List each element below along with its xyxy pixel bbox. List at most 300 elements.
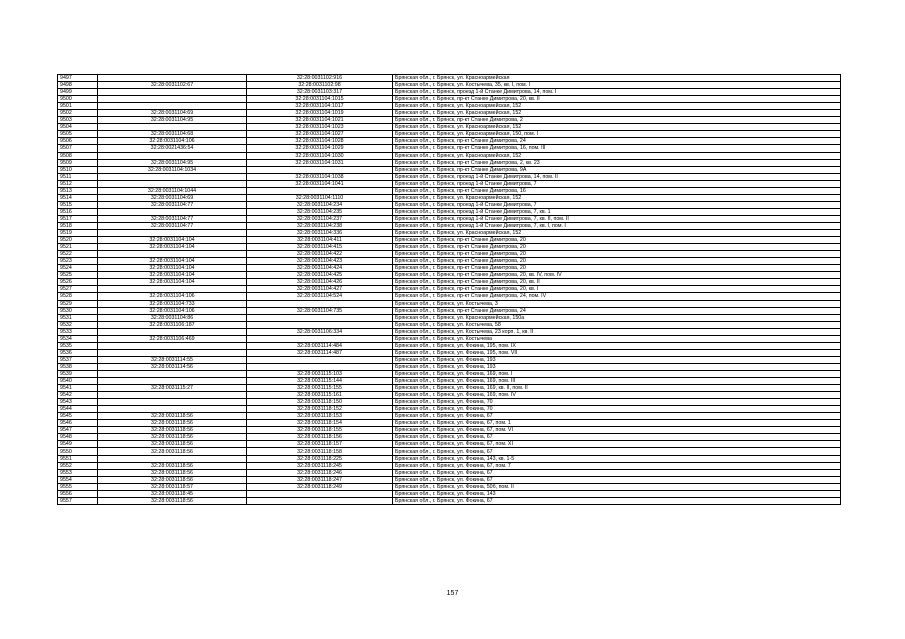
address-cell: Брянская обл., г. Брянск, ул. Красноармейская [393,75,841,82]
table-row [58,89,841,96]
table-row [58,103,841,110]
row-number-cell: 9520 [58,237,98,244]
table-row [58,427,841,434]
row-number-cell: 9530 [58,307,98,314]
row-number-cell: 9557 [58,497,98,504]
row-number-cell: 9511 [58,173,98,180]
building-cadastral-number-cell: 32:28:0031104:69 [98,194,247,201]
address-cell: Брянская обл., г. Брянск, ул. Фокина, 67 [393,497,841,504]
address-cell: Брянская обл., г. Брянск, проезд 1-й Станке Димитрова, 7 [393,180,841,187]
address-cell: Брянская обл., г. Брянск, проезд 1-й Станке Димитрова, 7, кв. 1 [393,208,841,215]
table-row [58,462,841,469]
row-number-cell: 9547 [58,427,98,434]
address-cell: Брянская обл., г. Брянск, пр-кт Станке Димитрова, 20 [393,237,841,244]
address-cell: Брянская обл., г. Брянск, проезд 1-й Станке Димитрова, 7, кв. I, пом. I [393,222,841,229]
table-row [58,152,841,159]
address-cell: Брянская обл., г. Брянск, ул. Фокина, 67, пом. 1 [393,420,841,427]
address-cell: Брянская обл., г. Брянск, пр-кт Станке Димитрова, 24, пом. IV [393,293,841,300]
row-number-cell: 9517 [58,215,98,222]
row-number-cell: 9522 [58,251,98,258]
address-cell: Брянская обл., г. Брянск, пр-кт Станке Димитрова, 24 [393,138,841,145]
premises-cadastral-number-cell: 32:28:0031104:427 [247,286,393,293]
table-row [58,385,841,392]
table-row [58,110,841,117]
address-cell: Брянская обл., г. Брянск, ул. Костычева, 3 [393,300,841,307]
row-number-cell: 9545 [58,413,98,420]
row-number-cell: 9537 [58,356,98,363]
building-cadastral-number-cell [98,96,247,103]
row-number-cell: 9510 [58,166,98,173]
row-number-cell: 9552 [58,462,98,469]
table-row [58,363,841,370]
premises-cadastral-number-cell: 32:28:0031118:150 [247,399,393,406]
address-cell: Брянская обл., г. Брянск, пр-кт Станке Димитрова, 20, кв. II [393,279,841,286]
premises-cadastral-number-cell: 32:28:0031103:317 [247,89,393,96]
building-cadastral-number-cell: 32:28:0031118:56 [98,462,247,469]
row-number-cell: 9538 [58,363,98,370]
building-cadastral-number-cell [98,370,247,377]
table-row [58,335,841,342]
row-number-cell: 9499 [58,89,98,96]
building-cadastral-number-cell: 32:28:0031104:104 [98,279,247,286]
building-cadastral-number-cell: 32:28:0031118:56 [98,413,247,420]
building-cadastral-number-cell [98,286,247,293]
address-cell: Брянская обл., г. Брянск, ул. Красноармейская, 152 [393,194,841,201]
premises-cadastral-number-cell: 32:28:0031118:247 [247,476,393,483]
address-cell: Брянская обл., г. Брянск, ул. Красноармейская, 150а [393,314,841,321]
premises-cadastral-number-cell: 32:28:0031115:144 [247,378,393,385]
building-cadastral-number-cell: 32:28:0031104:104 [98,265,247,272]
address-cell: Брянская обл., г. Брянск, ул. Фокина, 169, пом. I [393,370,841,377]
building-cadastral-number-cell: 32:28:0031104:68 [98,131,247,138]
row-number-cell: 9551 [58,455,98,462]
table-row [58,420,841,427]
premises-cadastral-number-cell [247,363,393,370]
row-number-cell: 9525 [58,272,98,279]
address-cell: Брянская обл., г. Брянск, пр-кт Станке Димитрова, 16, пом. III [393,145,841,152]
address-cell: Брянская обл., г. Брянск, ул. Фокина, 67 [393,434,841,441]
table-row [58,314,841,321]
table-row [58,434,841,441]
row-number-cell: 9508 [58,152,98,159]
building-cadastral-number-cell: 32:28:0031115:27 [98,385,247,392]
building-cadastral-number-cell: 32:28:0031104:95 [98,117,247,124]
table-row [58,138,841,145]
building-cadastral-number-cell: 32:28:0021436:54 [98,145,247,152]
row-number-cell: 9548 [58,434,98,441]
row-number-cell: 9504 [58,124,98,131]
address-cell: Брянская обл., г. Брянск, пр-кт Станке Димитрова, 20, кв. I [393,286,841,293]
address-cell: Брянская обл., г. Брянск, ул. Красноармейская, 152 [393,230,841,237]
premises-cadastral-number-cell [247,490,393,497]
premises-cadastral-number-cell [247,166,393,173]
row-number-cell: 9539 [58,370,98,377]
premises-cadastral-number-cell: 32:28:0031104:1038 [247,173,393,180]
row-number-cell: 9529 [58,300,98,307]
address-cell: Брянская обл., г. Брянск, ул. Красноармейская, 152 [393,124,841,131]
row-number-cell: 9527 [58,286,98,293]
row-number-cell: 9535 [58,342,98,349]
premises-cadastral-number-cell: 32:28:0031104:1029 [247,145,393,152]
premises-cadastral-number-cell: 32:28:0031118:154 [247,420,393,427]
table-row [58,476,841,483]
row-number-cell: 9541 [58,385,98,392]
building-cadastral-number-cell: 32:28:0031104:106 [98,307,247,314]
table-row [58,96,841,103]
address-cell: Брянская обл., г. Брянск, ул. Фокина, 169, пом. III [393,378,841,385]
building-cadastral-number-cell: 32:28:0031118:56 [98,420,247,427]
row-number-cell: 9509 [58,159,98,166]
address-cell: Брянская обл., г. Брянск, проезд 1-й Станке Димитрова, 7, кв. II, пом. II [393,215,841,222]
address-cell: Брянская обл., г. Брянск, пр-кт Станке Димитрова, 2, кв. 23 [393,159,841,166]
premises-cadastral-number-cell: 32:28:0031114:487 [247,349,393,356]
address-cell: Брянская обл., г. Брянск, ул. Красноармейская, 152 [393,152,841,159]
address-cell: Брянская обл., г. Брянск, ул. Фокина, 67, пом. VI [393,427,841,434]
table-row [58,469,841,476]
table-row [58,201,841,208]
table-row [58,293,841,300]
row-number-cell: 9536 [58,349,98,356]
premises-cadastral-number-cell [247,314,393,321]
premises-cadastral-number-cell: 32:28:0031118:153 [247,413,393,420]
address-cell: Брянская обл., г. Брянск, ул. Фокина, 67, пом. XI [393,441,841,448]
table-row [58,328,841,335]
building-cadastral-number-cell [98,75,247,82]
row-number-cell: 9497 [58,75,98,82]
table-row [58,279,841,286]
address-cell: Брянская обл., г. Брянск, пр-кт Станке Димитрова, 20 [393,265,841,272]
table-row [58,286,841,293]
premises-cadastral-number-cell: 32:28:0031104:238 [247,222,393,229]
building-cadastral-number-cell [98,208,247,215]
address-cell: Брянская обл., г. Брянск, пр-кт Станке Димитрова, 20 [393,244,841,251]
address-cell: Брянская обл., г. Брянск, ул. Фокина, 70 [393,406,841,413]
table-row [58,490,841,497]
table-row [58,483,841,490]
row-number-cell: 9524 [58,265,98,272]
premises-cadastral-number-cell: 32:28:0031104:1110 [247,194,393,201]
address-cell: Брянская обл., г. Брянск, пр-кт Станке Димитрова, 2 [393,117,841,124]
table-row [58,222,841,229]
row-number-cell: 9549 [58,441,98,448]
premises-cadastral-number-cell [247,356,393,363]
table-row [58,82,841,89]
premises-cadastral-number-cell [247,187,393,194]
table-row [58,265,841,272]
table-row [58,448,841,455]
row-number-cell: 9507 [58,145,98,152]
row-number-cell: 9501 [58,103,98,110]
building-cadastral-number-cell: 32:28:0031114:55 [98,356,247,363]
table-row [58,497,841,504]
premises-cadastral-number-cell: 32:28:0031104:1030 [247,152,393,159]
building-cadastral-number-cell [98,173,247,180]
address-cell: Брянская обл., г. Брянск, пр-кт Станке Димитрова, 20 [393,258,841,265]
premises-cadastral-number-cell: 32:28:0031104:423 [247,258,393,265]
row-number-cell: 9550 [58,448,98,455]
address-cell: Брянская обл., г. Брянск, пр-кт Станке Димитрова, 20, кв. II [393,96,841,103]
address-cell: Брянская обл., г. Брянск, ул. Фокина, 67 [393,469,841,476]
building-cadastral-number-cell: 32:28:0031118:56 [98,469,247,476]
building-cadastral-number-cell [98,124,247,131]
row-number-cell: 9540 [58,378,98,385]
building-cadastral-number-cell [98,342,247,349]
building-cadastral-number-cell: 32:28:0031104:106 [98,138,247,145]
address-cell: Брянская обл., г. Брянск, ул. Фокина, 169, кв. II, пом. II [393,385,841,392]
premises-cadastral-number-cell: 32:28:0031104:1028 [247,138,393,145]
premises-cadastral-number-cell: 32:28:0031104:1015 [247,96,393,103]
table-row [58,251,841,258]
table-row [58,349,841,356]
premises-cadastral-number-cell: 32:28:0031115:103 [247,370,393,377]
address-cell: Брянская обл., г. Брянск, пр-кт Станке Димитрова, 20 [393,251,841,258]
premises-cadastral-number-cell [247,497,393,504]
row-number-cell: 9546 [58,420,98,427]
table-row [58,441,841,448]
premises-cadastral-number-cell: 32:28:0031104:424 [247,265,393,272]
row-number-cell: 9523 [58,258,98,265]
premises-cadastral-number-cell: 32:28:0031104:1041 [247,180,393,187]
building-cadastral-number-cell [98,349,247,356]
premises-cadastral-number-cell: 32:28:0031106:334 [247,328,393,335]
table-row [58,237,841,244]
table-row [58,413,841,420]
address-cell: Брянская обл., г. Брянск, проезд 1-й Станке Димитрова, 14, пом. I [393,89,841,96]
premises-cadastral-number-cell: 32:28:0031104:422 [247,251,393,258]
row-number-cell: 9544 [58,406,98,413]
table-row [58,75,841,82]
premises-cadastral-number-cell [247,300,393,307]
premises-cadastral-number-cell: 32:28:0031104:1021 [247,117,393,124]
building-cadastral-number-cell [98,392,247,399]
row-number-cell: 9512 [58,180,98,187]
premises-cadastral-number-cell: 32:28:0031104:235 [247,208,393,215]
page-number: 157 [446,590,459,597]
premises-cadastral-number-cell: 32:28:0031118:156 [247,434,393,441]
table-row [58,215,841,222]
table-row [58,342,841,349]
premises-cadastral-number-cell: 32:28:0031104:411 [247,237,393,244]
row-number-cell: 9500 [58,96,98,103]
address-cell: Брянская обл., г. Брянск, ул. Фокина, 50б, пом. II [393,483,841,490]
table-row [58,124,841,131]
row-number-cell: 9505 [58,131,98,138]
building-cadastral-number-cell: 32:28:0031102:67 [98,82,247,89]
address-cell: Брянская обл., г. Брянск, ул. Фокина, 193 [393,356,841,363]
address-cell: Брянская обл., г. Брянск, ул. Красноармейская, 152 [393,103,841,110]
premises-cadastral-number-cell: 32:28:0031118:249 [247,483,393,490]
table-row [58,194,841,201]
row-number-cell: 9553 [58,469,98,476]
address-cell: Брянская обл., г. Брянск, ул. Костычева, 23 корп. 1, кв. II [393,328,841,335]
building-cadastral-number-cell [98,328,247,335]
premises-cadastral-number-cell: 32:28:0031102:916 [247,75,393,82]
address-cell: Брянская обл., г. Брянск, ул. Фокина, 143, кв. 1-5 [393,455,841,462]
row-number-cell: 9506 [58,138,98,145]
address-cell: Брянская обл., г. Брянск, ул. Красноармейская, 152 [393,110,841,117]
row-number-cell: 9555 [58,483,98,490]
row-number-cell: 9526 [58,279,98,286]
row-number-cell: 9534 [58,335,98,342]
address-cell: Брянская обл., г. Брянск, ул. Фокина, 193 [393,363,841,370]
building-cadastral-number-cell: 32:28:0031104:104 [98,258,247,265]
building-cadastral-number-cell [98,251,247,258]
address-cell: Брянская обл., г. Брянск, ул. Фокина, 143 [393,490,841,497]
premises-cadastral-number-cell: 32:28:0031104:415 [247,244,393,251]
building-cadastral-number-cell: 32:28:0031106:187 [98,321,247,328]
address-cell: Брянская обл., г. Брянск, ул. Фокина, 169, пом. IV [393,392,841,399]
premises-cadastral-number-cell: 32:28:0031104:425 [247,272,393,279]
address-cell: Брянская обл., г. Брянск, ул. Красноармейская, 150, пом. I [393,131,841,138]
table-row [58,356,841,363]
building-cadastral-number-cell [98,180,247,187]
premises-cadastral-number-cell: 32:28:0031118:225 [247,455,393,462]
address-cell: Брянская обл., г. Брянск, пр-кт Станке Димитрова, 20, кв. IV, пом. IV [393,272,841,279]
building-cadastral-number-cell: 32:28:0031114:56 [98,363,247,370]
row-number-cell: 9513 [58,187,98,194]
premises-cadastral-number-cell: 32:28:0031118:155 [247,427,393,434]
table-row [58,300,841,307]
row-number-cell: 9554 [58,476,98,483]
row-number-cell: 9498 [58,82,98,89]
address-cell: Брянская обл., г. Брянск, пр-кт Станке Димитрова, 9А [393,166,841,173]
premises-cadastral-number-cell: 32:28:0031114:484 [247,342,393,349]
table-row [58,370,841,377]
building-cadastral-number-cell: 32:28:0031104:733 [98,300,247,307]
premises-cadastral-number-cell: 32:28:0031104:735 [247,307,393,314]
table-row [58,321,841,328]
address-cell: Брянская обл., г. Брянск, ул. Фокина, 70 [393,399,841,406]
building-cadastral-number-cell: 32:28:0031118:57 [98,483,247,490]
building-cadastral-number-cell: 32:28:0031104:1044 [98,187,247,194]
building-cadastral-number-cell: 32:28:0031104:104 [98,272,247,279]
premises-cadastral-number-cell: 32:28:0031104:234 [247,201,393,208]
row-number-cell: 9518 [58,222,98,229]
premises-cadastral-number-cell: 32:28:0031118:245 [247,462,393,469]
building-cadastral-number-cell [98,103,247,110]
row-number-cell: 9515 [58,201,98,208]
table-row [58,258,841,265]
table-row [58,455,841,462]
building-cadastral-number-cell: 32:28:0031118:56 [98,448,247,455]
row-number-cell: 9519 [58,230,98,237]
premises-cadastral-number-cell: 32:28:0031118:152 [247,406,393,413]
address-cell: Брянская обл., г. Брянск, ул. Фокина, 67 [393,448,841,455]
premises-cadastral-number-cell: 32:28:0031104:1027 [247,131,393,138]
address-cell: Брянская обл., г. Брянск, пр-кт Станке Димитрова, 16 [393,187,841,194]
row-number-cell: 9516 [58,208,98,215]
address-cell: Брянская обл., г. Брянск, ул. Костычева, 58 [393,321,841,328]
table-row [58,159,841,166]
table-row [58,272,841,279]
premises-cadastral-number-cell: 32:28:0031118:157 [247,441,393,448]
premises-cadastral-number-cell: 32:28:0031104:1019 [247,110,393,117]
address-cell: Брянская обл., г. Брянск, пр-кт Станке Димитрова, 24 [393,307,841,314]
building-cadastral-number-cell [98,230,247,237]
row-number-cell: 9533 [58,328,98,335]
premises-cadastral-number-cell [247,335,393,342]
premises-cadastral-number-cell: 32:28:0031104:524 [247,293,393,300]
building-cadastral-number-cell: 32:28:0031118:56 [98,497,247,504]
address-cell: Брянская обл., г. Брянск, ул. Костычева [393,335,841,342]
building-cadastral-number-cell: 32:28:0031104:77 [98,201,247,208]
premises-cadastral-number-cell: 32:28:0031104:336 [247,230,393,237]
row-number-cell: 9556 [58,490,98,497]
table-row [58,244,841,251]
row-number-cell: 9532 [58,321,98,328]
premises-cadastral-number-cell: 32:28:0031104:1023 [247,124,393,131]
premises-cadastral-number-cell: 32:28:0031118:246 [247,469,393,476]
table-row [58,399,841,406]
building-cadastral-number-cell: 32:28:0031104:77 [98,215,247,222]
table-row [58,307,841,314]
address-cell: Брянская обл., г. Брянск, проезд 1-й Станке Димитрова, 7 [393,201,841,208]
table-body [58,75,841,505]
row-number-cell: 9531 [58,314,98,321]
table-row [58,406,841,413]
table-row [58,230,841,237]
building-cadastral-number-cell [98,152,247,159]
row-number-cell: 9514 [58,194,98,201]
address-cell: Брянская обл., г. Брянск, ул. Фокина, 195, пом. VII [393,349,841,356]
address-cell: Брянская обл., г. Брянск, ул. Фокина, 67, пом. 7 [393,462,841,469]
row-number-cell: 9503 [58,117,98,124]
building-cadastral-number-cell [98,406,247,413]
row-number-cell: 9521 [58,244,98,251]
building-cadastral-number-cell: 32:28:0031104:1034 [98,166,247,173]
address-cell: Брянская обл., г. Брянск, проезд 1-й Станке Димитрова, 14, пом. II [393,173,841,180]
building-cadastral-number-cell: 32:28:0031104:95 [98,159,247,166]
premises-cadastral-number-cell: 32:28:0031102:98 [247,82,393,89]
building-cadastral-number-cell: 32:28:0031118:45 [98,490,247,497]
building-cadastral-number-cell: 32:28:0031104:86 [98,314,247,321]
table-row [58,131,841,138]
premises-cadastral-number-cell: 32:28:0031115:161 [247,392,393,399]
address-cell: Брянская обл., г. Брянск, ул. Фокина, 67 [393,413,841,420]
building-cadastral-number-cell: 32:28:0031118:56 [98,441,247,448]
building-cadastral-number-cell [98,455,247,462]
table-row [58,208,841,215]
premises-cadastral-number-cell: 32:28:0031104:1017 [247,103,393,110]
table-row [58,145,841,152]
row-number-cell: 9542 [58,392,98,399]
premises-cadastral-number-cell [247,321,393,328]
table-row [58,166,841,173]
address-cell: Брянская обл., г. Брянск, ул. Фокина, 67 [393,476,841,483]
row-number-cell: 9528 [58,293,98,300]
premises-cadastral-number-cell: 32:28:0031118:158 [247,448,393,455]
row-number-cell: 9543 [58,399,98,406]
table-row [58,378,841,385]
building-cadastral-number-cell: 32:28:0031104:104 [98,244,247,251]
building-cadastral-number-cell: 32:28:0031104:106 [98,293,247,300]
premises-cadastral-number-cell: 32:28:0031104:1031 [247,159,393,166]
building-cadastral-number-cell [98,399,247,406]
table-row [58,173,841,180]
address-cell: Брянская обл., г. Брянск, ул. Фокина, 195, пом. IX [393,342,841,349]
building-cadastral-number-cell: 32:28:0031118:56 [98,427,247,434]
building-cadastral-number-cell: 32:28:0031118:56 [98,434,247,441]
building-cadastral-number-cell: 32:28:0031118:56 [98,476,247,483]
table-row [58,187,841,194]
building-cadastral-number-cell: 32:28:0031106:469 [98,335,247,342]
row-number-cell: 9502 [58,110,98,117]
premises-cadastral-number-cell: 32:28:0031104:426 [247,279,393,286]
building-cadastral-number-cell [98,378,247,385]
table-row [58,117,841,124]
premises-cadastral-number-cell: 32:28:0031104:237 [247,215,393,222]
building-cadastral-number-cell: 32:28:0031104:104 [98,237,247,244]
